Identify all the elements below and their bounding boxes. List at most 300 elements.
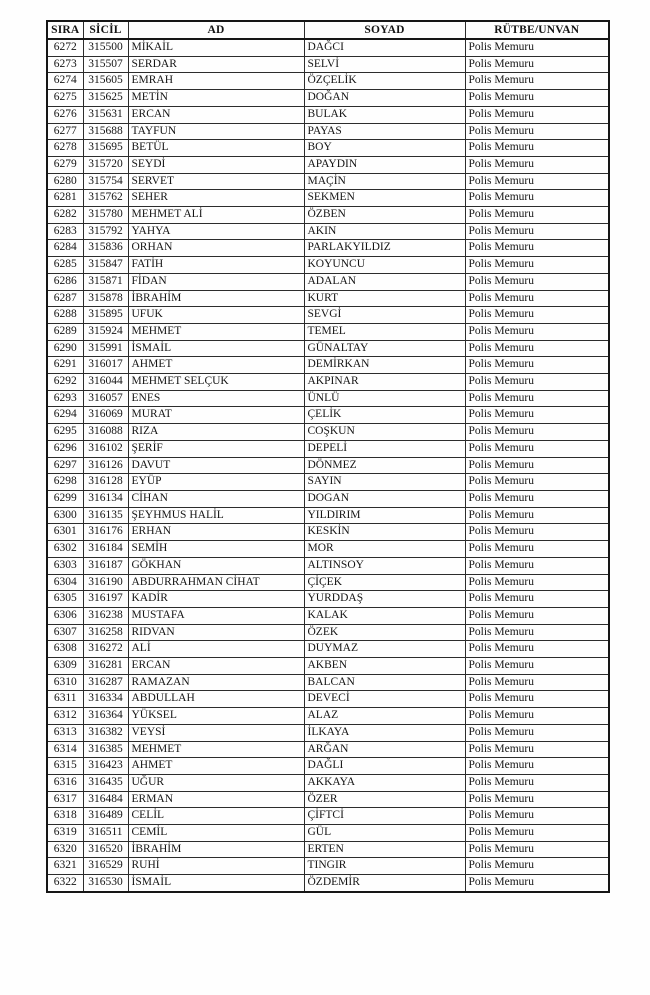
table-row [47, 474, 609, 491]
cell-sicil: 315720 [83, 156, 128, 173]
cell-sira: 6301 [47, 524, 83, 541]
cell-soyad: ÖZBEN [304, 207, 465, 224]
cell-sira: 6293 [47, 390, 83, 407]
cell-sira: 6290 [47, 340, 83, 357]
cell-soyad: ÖZDEMİR [304, 875, 465, 892]
cell-ad: KADİR [128, 591, 304, 608]
cell-ad: GÖKHAN [128, 557, 304, 574]
cell-sira: 6309 [47, 658, 83, 675]
table-header [47, 21, 609, 39]
cell-sicil: 316088 [83, 424, 128, 441]
cell-ad: FATİH [128, 257, 304, 274]
cell-rutbe: Polis Memuru [465, 73, 609, 90]
cell-sicil: 316126 [83, 457, 128, 474]
cell-rutbe: Polis Memuru [465, 90, 609, 107]
cell-sicil: 315754 [83, 173, 128, 190]
cell-ad: CEMİL [128, 825, 304, 842]
cell-sicil: 316134 [83, 490, 128, 507]
table-row [47, 173, 609, 190]
cell-rutbe: Polis Memuru [465, 474, 609, 491]
table-row [47, 758, 609, 775]
cell-ad: AHMET [128, 758, 304, 775]
cell-rutbe: Polis Memuru [465, 557, 609, 574]
header-soyad: SOYAD [304, 21, 465, 39]
cell-ad: RUHİ [128, 858, 304, 875]
header-row [47, 21, 609, 39]
table-row [47, 240, 609, 257]
cell-rutbe: Polis Memuru [465, 207, 609, 224]
cell-rutbe: Polis Memuru [465, 156, 609, 173]
cell-ad: MEHMET [128, 741, 304, 758]
cell-soyad: AKPINAR [304, 374, 465, 391]
cell-soyad: AKBEN [304, 658, 465, 675]
cell-ad: MEHMET ALİ [128, 207, 304, 224]
cell-rutbe: Polis Memuru [465, 858, 609, 875]
table-row [47, 207, 609, 224]
cell-soyad: DEMİRKAN [304, 357, 465, 374]
cell-ad: MUSTAFA [128, 607, 304, 624]
table-row [47, 858, 609, 875]
table-row [47, 658, 609, 675]
cell-rutbe: Polis Memuru [465, 691, 609, 708]
table-row [47, 875, 609, 892]
cell-rutbe: Polis Memuru [465, 190, 609, 207]
cell-ad: RIZA [128, 424, 304, 441]
cell-ad: ALİ [128, 641, 304, 658]
cell-rutbe: Polis Memuru [465, 323, 609, 340]
cell-sicil: 315762 [83, 190, 128, 207]
cell-soyad: DAĞCI [304, 39, 465, 56]
cell-rutbe: Polis Memuru [465, 607, 609, 624]
cell-soyad: ÇELİK [304, 407, 465, 424]
cell-sicil: 315924 [83, 323, 128, 340]
table-row [47, 39, 609, 56]
table-row [47, 524, 609, 541]
cell-ad: SEHER [128, 190, 304, 207]
cell-sicil: 315780 [83, 207, 128, 224]
cell-rutbe: Polis Memuru [465, 624, 609, 641]
cell-sicil: 316484 [83, 791, 128, 808]
cell-sira: 6321 [47, 858, 83, 875]
cell-sicil: 316102 [83, 440, 128, 457]
table-row [47, 507, 609, 524]
table-row [47, 574, 609, 591]
cell-sira: 6281 [47, 190, 83, 207]
cell-rutbe: Polis Memuru [465, 140, 609, 157]
cell-sira: 6278 [47, 140, 83, 157]
cell-ad: DAVUT [128, 457, 304, 474]
cell-ad: İSMAİL [128, 875, 304, 892]
cell-sicil: 315631 [83, 106, 128, 123]
cell-rutbe: Polis Memuru [465, 257, 609, 274]
table-row [47, 374, 609, 391]
cell-soyad: DÖNMEZ [304, 457, 465, 474]
table-row [47, 424, 609, 441]
cell-sicil: 316423 [83, 758, 128, 775]
cell-ad: ENES [128, 390, 304, 407]
cell-sicil: 316017 [83, 357, 128, 374]
cell-ad: RIDVAN [128, 624, 304, 641]
cell-rutbe: Polis Memuru [465, 724, 609, 741]
cell-sira: 6300 [47, 507, 83, 524]
table-row [47, 407, 609, 424]
cell-soyad: GÜL [304, 825, 465, 842]
cell-ad: İSMAİL [128, 340, 304, 357]
table-row [47, 73, 609, 90]
cell-sira: 6299 [47, 490, 83, 507]
cell-sira: 6322 [47, 875, 83, 892]
cell-sicil: 316184 [83, 541, 128, 558]
header-rutbe: RÜTBE/UNVAN [465, 21, 609, 39]
cell-sira: 6311 [47, 691, 83, 708]
cell-rutbe: Polis Memuru [465, 307, 609, 324]
cell-sira: 6303 [47, 557, 83, 574]
cell-sira: 6289 [47, 323, 83, 340]
cell-ad: ORHAN [128, 240, 304, 257]
cell-sicil: 316385 [83, 741, 128, 758]
cell-sira: 6319 [47, 825, 83, 842]
cell-sicil: 316187 [83, 557, 128, 574]
cell-soyad: KALAK [304, 607, 465, 624]
table-row [47, 741, 609, 758]
cell-sira: 6296 [47, 440, 83, 457]
cell-soyad: AKKAYA [304, 774, 465, 791]
table-row [47, 591, 609, 608]
table-row [47, 624, 609, 641]
cell-ad: FİDAN [128, 273, 304, 290]
table-row [47, 841, 609, 858]
cell-sira: 6304 [47, 574, 83, 591]
cell-ad: MEHMET [128, 323, 304, 340]
cell-sira: 6302 [47, 541, 83, 558]
cell-soyad: BULAK [304, 106, 465, 123]
cell-sira: 6307 [47, 624, 83, 641]
cell-sira: 6285 [47, 257, 83, 274]
cell-ad: UĞUR [128, 774, 304, 791]
cell-rutbe: Polis Memuru [465, 407, 609, 424]
cell-sicil: 316176 [83, 524, 128, 541]
cell-soyad: DUYMAZ [304, 641, 465, 658]
cell-soyad: DAĞLI [304, 758, 465, 775]
cell-rutbe: Polis Memuru [465, 708, 609, 725]
cell-rutbe: Polis Memuru [465, 791, 609, 808]
cell-soyad: SEVGİ [304, 307, 465, 324]
cell-sira: 6275 [47, 90, 83, 107]
cell-sicil: 316435 [83, 774, 128, 791]
cell-soyad: KESKİN [304, 524, 465, 541]
cell-soyad: ÖZÇELİK [304, 73, 465, 90]
cell-sira: 6320 [47, 841, 83, 858]
cell-rutbe: Polis Memuru [465, 841, 609, 858]
cell-sicil: 315792 [83, 223, 128, 240]
cell-ad: SEMİH [128, 541, 304, 558]
cell-sicil: 316057 [83, 390, 128, 407]
table-row [47, 357, 609, 374]
cell-soyad: YURDDAŞ [304, 591, 465, 608]
cell-soyad: ÖZEK [304, 624, 465, 641]
table-row [47, 641, 609, 658]
cell-sicil: 316069 [83, 407, 128, 424]
cell-rutbe: Polis Memuru [465, 340, 609, 357]
cell-soyad: PARLAKYILDIZ [304, 240, 465, 257]
cell-soyad: ÜNLÜ [304, 390, 465, 407]
cell-sira: 6283 [47, 223, 83, 240]
cell-sicil: 315878 [83, 290, 128, 307]
cell-ad: MEHMET SELÇUK [128, 374, 304, 391]
cell-soyad: İLKAYA [304, 724, 465, 741]
cell-sicil: 316334 [83, 691, 128, 708]
cell-rutbe: Polis Memuru [465, 674, 609, 691]
cell-ad: ERCAN [128, 106, 304, 123]
cell-rutbe: Polis Memuru [465, 758, 609, 775]
cell-sira: 6306 [47, 607, 83, 624]
table-row [47, 106, 609, 123]
cell-sira: 6279 [47, 156, 83, 173]
cell-sicil: 316530 [83, 875, 128, 892]
cell-rutbe: Polis Memuru [465, 56, 609, 73]
cell-sicil: 316197 [83, 591, 128, 608]
cell-sira: 6305 [47, 591, 83, 608]
cell-rutbe: Polis Memuru [465, 741, 609, 758]
table-row [47, 223, 609, 240]
cell-rutbe: Polis Memuru [465, 541, 609, 558]
cell-sicil: 316382 [83, 724, 128, 741]
cell-ad: İBRAHİM [128, 841, 304, 858]
table-row [47, 607, 609, 624]
cell-soyad: APAYDIN [304, 156, 465, 173]
table-row [47, 774, 609, 791]
cell-rutbe: Polis Memuru [465, 106, 609, 123]
cell-ad: CELİL [128, 808, 304, 825]
table-row [47, 390, 609, 407]
cell-sicil: 316529 [83, 858, 128, 875]
cell-rutbe: Polis Memuru [465, 374, 609, 391]
table-row [47, 323, 609, 340]
cell-sicil: 316044 [83, 374, 128, 391]
table-row [47, 791, 609, 808]
header-sira: SIRA [47, 21, 83, 39]
cell-ad: TAYFUN [128, 123, 304, 140]
cell-sira: 6317 [47, 791, 83, 808]
cell-soyad: SAYIN [304, 474, 465, 491]
cell-sicil: 316238 [83, 607, 128, 624]
cell-sira: 6313 [47, 724, 83, 741]
cell-ad: SEYDİ [128, 156, 304, 173]
cell-ad: ŞERİF [128, 440, 304, 457]
cell-rutbe: Polis Memuru [465, 457, 609, 474]
table-row [47, 457, 609, 474]
cell-soyad: DEVECİ [304, 691, 465, 708]
cell-rutbe: Polis Memuru [465, 240, 609, 257]
table-row [47, 90, 609, 107]
cell-ad: SERDAR [128, 56, 304, 73]
cell-sicil: 315991 [83, 340, 128, 357]
cell-rutbe: Polis Memuru [465, 825, 609, 842]
cell-ad: METİN [128, 90, 304, 107]
cell-sicil: 316287 [83, 674, 128, 691]
cell-rutbe: Polis Memuru [465, 440, 609, 457]
cell-soyad: MOR [304, 541, 465, 558]
cell-sira: 6284 [47, 240, 83, 257]
cell-soyad: DEPELİ [304, 440, 465, 457]
cell-soyad: AKIN [304, 223, 465, 240]
cell-sira: 6310 [47, 674, 83, 691]
table-row [47, 156, 609, 173]
cell-sicil: 316272 [83, 641, 128, 658]
cell-sicil: 315500 [83, 39, 128, 56]
cell-sira: 6315 [47, 758, 83, 775]
table-row [47, 290, 609, 307]
cell-sicil: 315836 [83, 240, 128, 257]
cell-rutbe: Polis Memuru [465, 490, 609, 507]
cell-ad: YAHYA [128, 223, 304, 240]
cell-soyad: ÇİFTCİ [304, 808, 465, 825]
cell-sira: 6298 [47, 474, 83, 491]
cell-ad: MURAT [128, 407, 304, 424]
cell-ad: UFUK [128, 307, 304, 324]
cell-sicil: 316520 [83, 841, 128, 858]
cell-soyad: ÇİÇEK [304, 574, 465, 591]
cell-ad: MİKAİL [128, 39, 304, 56]
table-row [47, 140, 609, 157]
table-row [47, 808, 609, 825]
cell-sicil: 316258 [83, 624, 128, 641]
cell-sira: 6276 [47, 106, 83, 123]
cell-sira: 6287 [47, 290, 83, 307]
cell-rutbe: Polis Memuru [465, 424, 609, 441]
cell-ad: ERHAN [128, 524, 304, 541]
table-row [47, 257, 609, 274]
cell-soyad: ARĞAN [304, 741, 465, 758]
cell-sicil: 315605 [83, 73, 128, 90]
cell-rutbe: Polis Memuru [465, 123, 609, 140]
table-row [47, 674, 609, 691]
table-row [47, 123, 609, 140]
cell-rutbe: Polis Memuru [465, 507, 609, 524]
cell-soyad: SEKMEN [304, 190, 465, 207]
table-row [47, 724, 609, 741]
cell-soyad: COŞKUN [304, 424, 465, 441]
cell-sicil: 315895 [83, 307, 128, 324]
cell-ad: SERVET [128, 173, 304, 190]
cell-soyad: ALAZ [304, 708, 465, 725]
cell-sira: 6282 [47, 207, 83, 224]
cell-sicil: 316511 [83, 825, 128, 842]
cell-sira: 6318 [47, 808, 83, 825]
cell-soyad: DOĞAN [304, 90, 465, 107]
cell-rutbe: Polis Memuru [465, 173, 609, 190]
cell-rutbe: Polis Memuru [465, 774, 609, 791]
cell-ad: CİHAN [128, 490, 304, 507]
cell-ad: BETÜL [128, 140, 304, 157]
cell-soyad: ALTINSOY [304, 557, 465, 574]
cell-sira: 6272 [47, 39, 83, 56]
cell-soyad: YILDIRIM [304, 507, 465, 524]
cell-sira: 6294 [47, 407, 83, 424]
table-row [47, 307, 609, 324]
cell-sira: 6316 [47, 774, 83, 791]
cell-rutbe: Polis Memuru [465, 574, 609, 591]
cell-sira: 6314 [47, 741, 83, 758]
cell-sira: 6286 [47, 273, 83, 290]
table-row [47, 541, 609, 558]
cell-ad: ŞEYHMUS HALİL [128, 507, 304, 524]
cell-rutbe: Polis Memuru [465, 390, 609, 407]
cell-sicil: 316489 [83, 808, 128, 825]
table-row [47, 490, 609, 507]
cell-soyad: ÖZER [304, 791, 465, 808]
cell-ad: İBRAHİM [128, 290, 304, 307]
cell-soyad: DOGAN [304, 490, 465, 507]
cell-rutbe: Polis Memuru [465, 658, 609, 675]
cell-sira: 6295 [47, 424, 83, 441]
cell-ad: EYÜP [128, 474, 304, 491]
cell-ad: ERMAN [128, 791, 304, 808]
header-sicil: SİCİL [83, 21, 128, 39]
table-row [47, 708, 609, 725]
cell-sira: 6312 [47, 708, 83, 725]
cell-sira: 6308 [47, 641, 83, 658]
cell-ad: RAMAZAN [128, 674, 304, 691]
cell-soyad: BOY [304, 140, 465, 157]
cell-sicil: 316135 [83, 507, 128, 524]
cell-ad: ABDULLAH [128, 691, 304, 708]
cell-rutbe: Polis Memuru [465, 357, 609, 374]
cell-soyad: KOYUNCU [304, 257, 465, 274]
cell-soyad: TINGIR [304, 858, 465, 875]
cell-sira: 6297 [47, 457, 83, 474]
cell-soyad: GÜNALTAY [304, 340, 465, 357]
cell-sira: 6291 [47, 357, 83, 374]
cell-sicil: 316128 [83, 474, 128, 491]
header-ad: AD [128, 21, 304, 39]
cell-soyad: TEMEL [304, 323, 465, 340]
table-row [47, 190, 609, 207]
cell-ad: VEYSİ [128, 724, 304, 741]
table-row [47, 273, 609, 290]
cell-ad: EMRAH [128, 73, 304, 90]
cell-sicil: 315871 [83, 273, 128, 290]
table-row [47, 557, 609, 574]
cell-soyad: MAÇİN [304, 173, 465, 190]
table-body [47, 39, 609, 892]
cell-sicil: 316190 [83, 574, 128, 591]
cell-soyad: BALCAN [304, 674, 465, 691]
cell-sira: 6292 [47, 374, 83, 391]
cell-sicil: 315847 [83, 257, 128, 274]
cell-rutbe: Polis Memuru [465, 591, 609, 608]
table-row [47, 825, 609, 842]
cell-soyad: ADALAN [304, 273, 465, 290]
cell-sicil: 315625 [83, 90, 128, 107]
cell-sicil: 316281 [83, 658, 128, 675]
cell-rutbe: Polis Memuru [465, 875, 609, 892]
cell-sira: 6273 [47, 56, 83, 73]
personnel-table [46, 20, 610, 893]
cell-sicil: 315507 [83, 56, 128, 73]
cell-ad: YÜKSEL [128, 708, 304, 725]
cell-rutbe: Polis Memuru [465, 273, 609, 290]
cell-sira: 6280 [47, 173, 83, 190]
cell-rutbe: Polis Memuru [465, 524, 609, 541]
cell-sicil: 316364 [83, 708, 128, 725]
cell-ad: ABDURRAHMAN CİHAT [128, 574, 304, 591]
cell-soyad: SELVİ [304, 56, 465, 73]
cell-soyad: PAYAS [304, 123, 465, 140]
table-row [47, 440, 609, 457]
cell-ad: AHMET [128, 357, 304, 374]
cell-rutbe: Polis Memuru [465, 290, 609, 307]
